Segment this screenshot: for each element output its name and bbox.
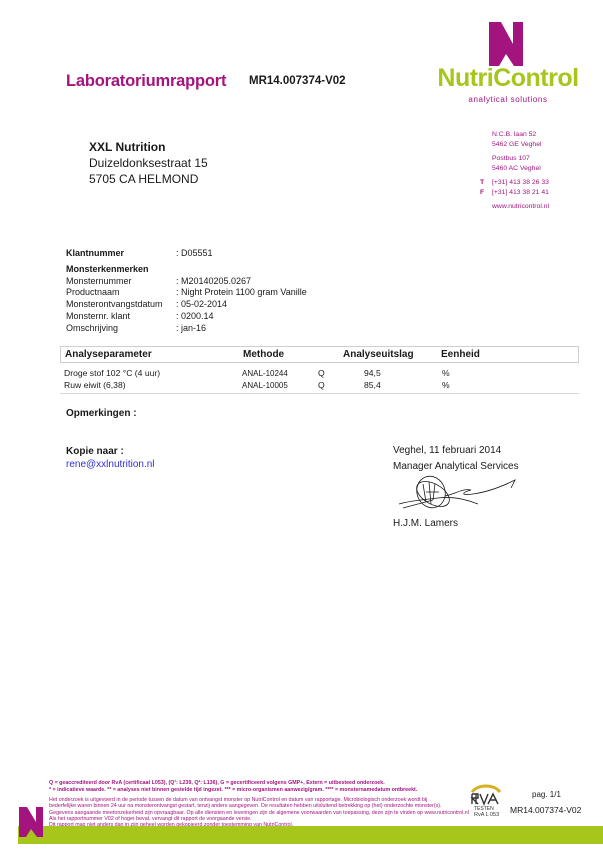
fax-number: [+31] 413 38 21 41 (492, 188, 549, 196)
cell-unit: % (442, 380, 450, 390)
field-label: Omschrijving (66, 322, 119, 333)
rva-accreditation-icon (468, 782, 504, 818)
signer-name: H.J.M. Lamers (393, 518, 459, 529)
recipient-street: Duizeldonksestraat 15 (89, 156, 208, 170)
footer-green-bar (18, 826, 603, 844)
field-value: : Night Protein 1100 gram Vanille (176, 287, 307, 298)
disclaimer-line: Gegevens aangaande meetonzekerheid zijn opvraagbaar. Op alle diensten en leveringen zijn de algemene voorwaarden van toepassing, deze zijn te vinden op www.nutricontrol.nl (49, 809, 469, 816)
cell-parameter: Droge stof 102 °C (4 uur) (64, 368, 161, 378)
field-value: : jan-16 (176, 322, 207, 333)
legend-line: Q = geaccrediteerd door RvA (certificaat L053), (Q¹: L239, Q²: L136), G = gecertificeerd volgens GMP+, Extern = uitbesteed onderzoek. (49, 780, 385, 786)
sample-details (66, 248, 307, 335)
table-row (60, 367, 579, 379)
table-bottom-rule (60, 393, 579, 394)
field-label: Monsterontvangstdatum (66, 299, 163, 310)
cell-flag: Q (318, 368, 325, 378)
header-result: Analyseuitslag (343, 349, 414, 360)
footer-disclaimer (49, 797, 469, 828)
cell-result: 94,5 (364, 368, 381, 378)
page-number: pag. 1/1 (532, 790, 561, 799)
field-value: : 0200.14 (176, 310, 214, 321)
company-contact (480, 130, 550, 212)
cell-result: 85,4 (364, 380, 381, 390)
client-number-label: Klantnummer (66, 248, 125, 258)
field-label: Monsternummer (66, 275, 132, 286)
logo-tagline: analytical solutions (468, 95, 548, 104)
contact-address-line: N.C.B. laan 52 (492, 131, 537, 138)
table-header (60, 346, 579, 363)
svg-text:TESTEN: TESTEN (474, 806, 494, 812)
svg-text:RvA L 053: RvA L 053 (474, 812, 500, 818)
field-label: Productnaam (66, 287, 120, 298)
remarks-label: Opmerkingen : (66, 408, 137, 419)
contact-address-line: 5462 GE Veghel (492, 140, 542, 148)
report-title: Laboratoriumrapport (66, 72, 227, 90)
disclaimer-line: bederfelijke waren binnen 24 uur na monsterontvangst gestart, tenzij anders aangegeven. De resultaten hebben uitsluitend betrekking op (het) onderzochte monster(s). (49, 803, 442, 810)
header-method: Methode (243, 349, 285, 360)
contact-postbus-line: 5460 AC Veghel (492, 164, 541, 172)
header-unit: Eenheid (441, 349, 480, 360)
phone-label: T (480, 179, 485, 186)
field-value: : 05-02-2014 (176, 299, 228, 310)
recipient-city: 5705 CA HELMOND (89, 172, 199, 186)
table-row (60, 379, 579, 391)
disclaimer-line: Als het rapportnummer V02 of hoger bevat, vervangt dit rapport de voorgaande versie. (49, 815, 252, 822)
cell-flag: Q (318, 380, 325, 390)
field-value: : M20140205.0267 (176, 275, 252, 286)
client-number-value: : D05551 (176, 248, 213, 258)
signer-role: Manager Analytical Services (393, 461, 519, 472)
nutricontrol-n-icon (18, 807, 44, 837)
recipient-address (89, 139, 208, 187)
cell-method: ANAL-10244 (242, 368, 288, 378)
legend-line: * = indicatieve waarde. ** = analyses niet binnen gestelde tijd ingezet. *** = micro-organismen aanwezig/gram. **** = monsternamedatum ontbreekt. (49, 786, 418, 793)
results-table (60, 346, 579, 394)
place-date: Veghel, 11 februari 2014 (393, 445, 502, 456)
cell-unit: % (442, 368, 450, 378)
footer-report-number: MR14.007374-V02 (510, 805, 582, 815)
fax-label: F (480, 188, 485, 196)
cell-method: ANAL-10005 (242, 380, 288, 390)
nutricontrol-n-icon (487, 22, 525, 66)
logo-wordmark: NutriControl (437, 64, 579, 92)
sample-section-title: Monsterkenmerken (66, 263, 149, 274)
copy-email-link[interactable]: rene@xxlnutrition.nl (66, 459, 155, 470)
recipient-name: XXL Nutrition (89, 140, 166, 154)
contact-postbus-line: Postbus 107 (492, 155, 530, 162)
field-label: Monsternr. klant (66, 310, 131, 321)
header-parameter: Analyseparameter (65, 349, 152, 360)
report-number: MR14.007374-V02 (249, 75, 346, 87)
signature-icon (393, 470, 533, 515)
phone-number: [+31] 413 38 26 33 (492, 179, 549, 186)
footer-legend (49, 780, 417, 793)
disclaimer-line: Het onderzoek is uitgevoerd in de periode tussen de datum van ontvangst monster op NutriControl en datum van rapportage. Microbiologisch onderzoek wordt bij (49, 797, 428, 803)
copy-label: Kopie naar : (66, 446, 124, 457)
cell-parameter: Ruw eiwit (6,38) (64, 380, 126, 390)
company-website[interactable]: www.nutricontrol.nl (492, 203, 550, 210)
